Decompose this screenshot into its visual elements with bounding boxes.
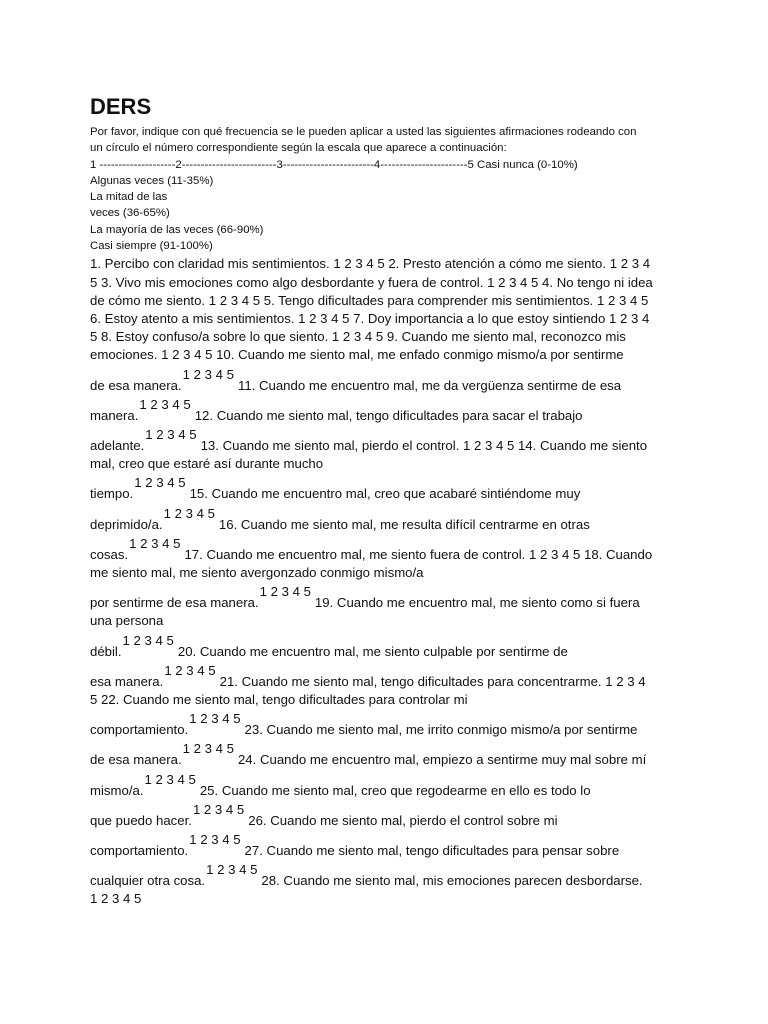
scale-marker: 1 2 3 4 5 — [122, 632, 174, 648]
item-text: 24. Cuando me encuentro mal, empiezo a sentirme muy mal sobre mí — [237, 752, 647, 768]
item-text: 13. Cuando me siento mal, pierdo el control. 1 2 3 4 5 14. Cuando me siento — [200, 438, 648, 453]
item-text: que puedo hacer. — [90, 812, 192, 828]
item-line — [90, 711, 690, 739]
scale-marker: 1 2 3 4 5 — [134, 475, 186, 491]
item-text: 11. Cuando me encuentro mal, me da vergüenza sentirme de esa — [237, 377, 622, 393]
scale-marker: 1 2 3 4 5 — [189, 832, 241, 848]
item-line — [90, 505, 690, 534]
item-text: de esa manera. — [90, 377, 182, 393]
item-text: 17. Cuando me encuentro mal, me siento fuera de control. 1 2 3 4 5 18. Cuando — [184, 546, 653, 562]
item-line: 5 3. Vivo mis emociones como algo desbordante y fuera de control. 1 2 3 4 5 4. No tengo ni idea — [90, 274, 653, 290]
scale-marker: 1 2 3 4 5 — [144, 771, 196, 787]
item-line: 1 2 3 4 5 — [90, 891, 142, 907]
questionnaire-items — [90, 255, 690, 908]
item-line — [90, 741, 690, 769]
item-text: 12. Cuando me siento mal, tengo dificultades para sacar el trabajo — [194, 407, 583, 423]
scale-marker: 1 2 3 4 5 — [139, 396, 191, 412]
item-text: esa manera. — [90, 673, 164, 689]
scale-marker: 1 2 3 4 5 — [163, 505, 215, 521]
item-text: mismo/a. — [90, 782, 144, 798]
item-text: 25. Cuando me siento mal, creo que regodearme en ello es todo lo — [199, 782, 591, 798]
scale-label: La mayoría de las veces (66-90%) — [90, 223, 264, 236]
scale-marker: 1 2 3 4 5 — [206, 862, 258, 878]
item-text: tiempo. — [90, 486, 134, 502]
scale-label: Algunas veces (11-35%) — [90, 174, 214, 187]
item-line: 6. Estoy atento a mis sentimientos. 1 2 3 4 5 7. Doy importancia a lo que estoy sintiendo 1 2 3 4 — [90, 310, 650, 326]
item-line: mal, creo que estaré así durante mucho — [90, 456, 324, 472]
item-text: débil. — [90, 643, 122, 659]
scale-line: 1 --------------------2-------------------------3------------------------4-----------------------5 Casi nunca (0-10%) — [90, 158, 578, 171]
item-line — [90, 535, 690, 564]
item-line: 1. Percibo con claridad mis sentimientos. 1 2 3 4 5 2. Presto atención a cómo me siento. 1 2 3 4 — [90, 256, 651, 272]
scale-marker: 1 2 3 4 5 — [182, 741, 234, 757]
item-line — [90, 632, 690, 661]
item-line — [90, 396, 690, 425]
item-line — [90, 475, 690, 503]
item-text: 26. Cuando me siento mal, pierdo el control sobre mi — [248, 812, 558, 828]
item-text: comportamiento. — [90, 722, 189, 738]
item-text: deprimido/a. — [90, 516, 163, 532]
instructions — [90, 124, 690, 254]
item-text: 20. Cuando me encuentro mal, me siento culpable por sentirme de — [177, 643, 568, 659]
scale-marker: 1 2 3 4 5 — [129, 535, 181, 551]
item-line — [90, 801, 690, 830]
item-text: 15. Cuando me encuentro mal, creo que acabaré sintiéndome muy — [189, 486, 581, 502]
item-line — [90, 366, 690, 395]
item-text: 21. Cuando me siento mal, tengo dificultades para concentrarme. 1 2 3 4 — [219, 673, 646, 689]
scale-marker: 1 2 3 4 5 — [192, 801, 245, 817]
scale-marker: 1 2 3 4 5 — [145, 427, 197, 442]
item-text: cualquier otra cosa. — [90, 873, 206, 889]
instructions-line: Por favor, indique con qué frecuencia se le pueden aplicar a usted las siguientes afirmaciones rodeando con — [90, 126, 637, 138]
document-title: DERS — [90, 94, 152, 119]
item-line: 5 8. Estoy confuso/a sobre lo que siento. 1 2 3 4 5 9. Cuando me siento mal, reconozco mis — [90, 329, 626, 345]
item-line: de cómo me siento. 1 2 3 4 5 5. Tengo dificultades para comprender mis sentimientos. 1 2 3 4 5 — [90, 292, 649, 308]
item-text: 28. Cuando me siento mal, mis emociones parecen desbordarse. — [261, 873, 643, 889]
scale-marker: 1 2 3 4 5 — [189, 711, 241, 727]
item-line — [90, 584, 690, 612]
item-line: 5 22. Cuando me siento mal, tengo dificultades para controlar mi — [90, 692, 468, 708]
scale-label: La mitad de las — [90, 191, 168, 204]
item-line — [90, 427, 690, 455]
scale-label: Casi siempre (91-100%) — [90, 240, 213, 253]
document-page — [90, 94, 690, 909]
item-text: cosas. — [90, 546, 129, 562]
item-text: de esa manera. — [90, 752, 182, 768]
item-text: 19. Cuando me encuentro mal, me siento como si fuera — [314, 595, 640, 611]
item-line: una persona — [90, 613, 164, 629]
scale-marker: 1 2 3 4 5 — [182, 366, 234, 382]
instructions-line: un círculo el número correspondiente según la escala que aparece a continuación: — [90, 142, 507, 155]
scale-marker: 1 2 3 4 5 — [164, 662, 216, 678]
item-text: 16. Cuando me siento mal, me resulta difícil centrarme en otras — [218, 516, 590, 532]
item-text: 27. Cuando me siento mal, tengo dificultades para pensar sobre — [244, 843, 620, 859]
item-line — [90, 771, 690, 800]
scale-marker: 1 2 3 4 5 — [259, 584, 311, 600]
item-text: adelante. — [90, 438, 145, 453]
item-text: manera. — [90, 407, 139, 423]
item-line: emociones. 1 2 3 4 5 10. Cuando me siento mal, me enfado conmigo mismo/a por sentirme — [90, 347, 624, 363]
item-text: comportamiento. — [90, 843, 189, 859]
scale-label: veces (36-65%) — [90, 207, 170, 220]
item-text: 23. Cuando me siento mal, me irrito conmigo mismo/a por sentirme — [244, 722, 638, 738]
item-line: me siento mal, me siento avergonzado conmigo mismo/a — [90, 565, 424, 581]
item-line — [90, 862, 690, 890]
item-text: por sentirme de esa manera. — [90, 595, 259, 611]
item-line — [90, 832, 690, 860]
item-line — [90, 662, 690, 691]
